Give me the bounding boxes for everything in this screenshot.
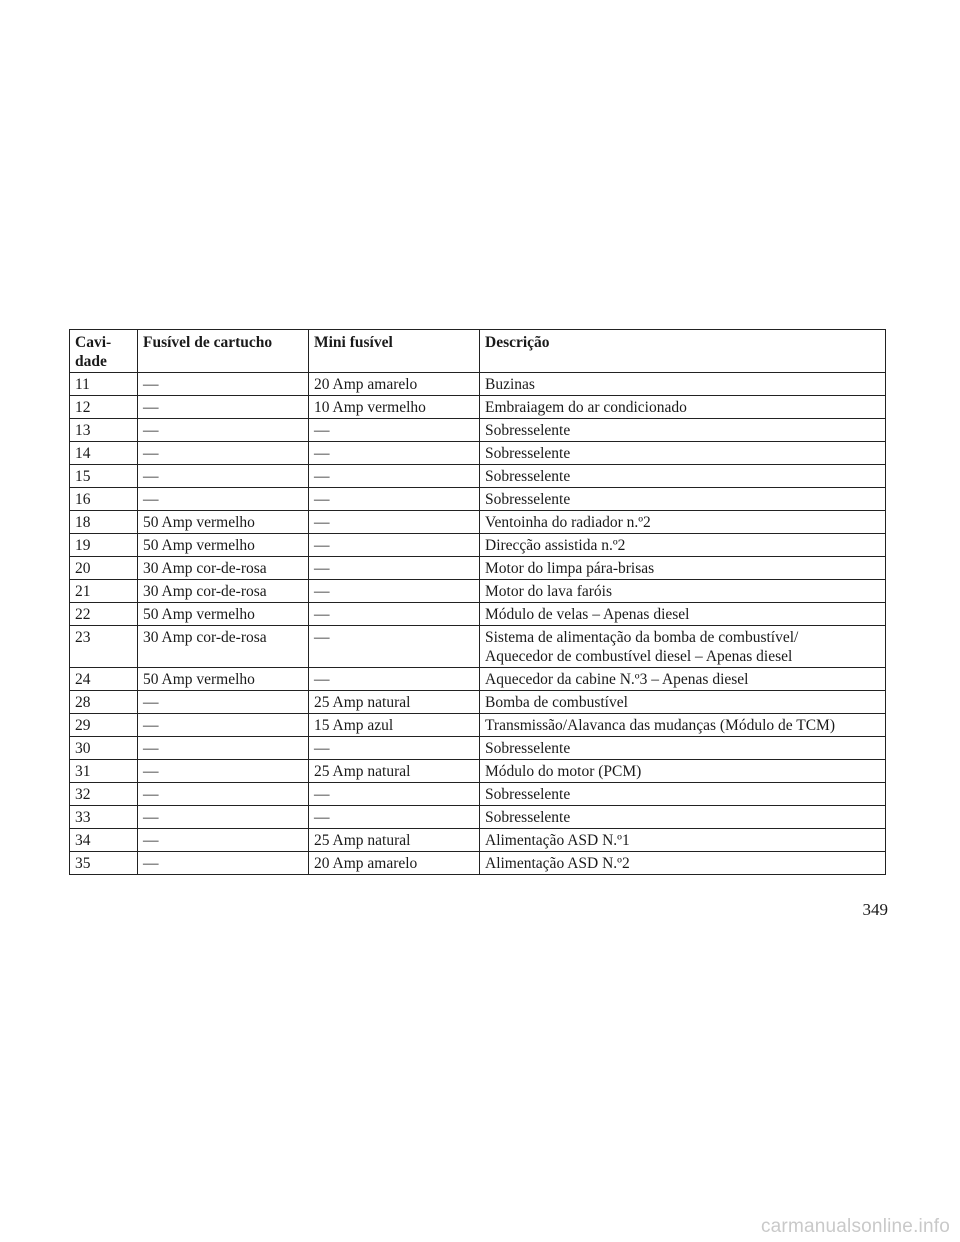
cell-description: Motor do lava faróis bbox=[480, 580, 886, 603]
cell-mini-fuse: 25 Amp natural bbox=[309, 691, 480, 714]
table-row bbox=[70, 442, 886, 465]
table-row bbox=[70, 534, 886, 557]
cell-description: Bomba de combustível bbox=[480, 691, 886, 714]
cell-mini-fuse: — bbox=[309, 488, 480, 511]
cell-mini-fuse: 15 Amp azul bbox=[309, 714, 480, 737]
page-number: 349 bbox=[862, 900, 888, 919]
cell-description: Ventoinha do radiador n.º2 bbox=[480, 511, 886, 534]
cell-description: Buzinas bbox=[480, 373, 886, 396]
table-header-row bbox=[70, 330, 886, 373]
header-description: Descrição bbox=[480, 330, 886, 373]
cell-cartridge-fuse: 50 Amp vermelho bbox=[138, 603, 309, 626]
header-mini-fuse: Mini fusível bbox=[309, 330, 480, 373]
cell-description: Sobresselente bbox=[480, 465, 886, 488]
table-body bbox=[70, 373, 886, 875]
cell-mini-fuse: — bbox=[309, 603, 480, 626]
cell-description: Sobresselente bbox=[480, 783, 886, 806]
cell-cartridge-fuse: — bbox=[138, 714, 309, 737]
cell-cavity: 13 bbox=[70, 419, 138, 442]
table-row bbox=[70, 714, 886, 737]
cell-cavity: 18 bbox=[70, 511, 138, 534]
cell-description: Sobresselente bbox=[480, 442, 886, 465]
cell-cartridge-fuse: — bbox=[138, 488, 309, 511]
cell-cavity: 14 bbox=[70, 442, 138, 465]
table-row bbox=[70, 668, 886, 691]
table-row bbox=[70, 737, 886, 760]
cell-cartridge-fuse: 50 Amp vermelho bbox=[138, 534, 309, 557]
cell-cavity: 31 bbox=[70, 760, 138, 783]
table-row bbox=[70, 829, 886, 852]
cell-cartridge-fuse: 50 Amp vermelho bbox=[138, 511, 309, 534]
cell-cartridge-fuse: — bbox=[138, 691, 309, 714]
table-row bbox=[70, 488, 886, 511]
table-row bbox=[70, 783, 886, 806]
cell-cartridge-fuse: — bbox=[138, 442, 309, 465]
cell-cartridge-fuse: — bbox=[138, 852, 309, 875]
cell-cavity: 33 bbox=[70, 806, 138, 829]
table-row bbox=[70, 691, 886, 714]
cell-mini-fuse: — bbox=[309, 668, 480, 691]
cell-cavity: 32 bbox=[70, 783, 138, 806]
cell-cavity: 34 bbox=[70, 829, 138, 852]
cell-cartridge-fuse: — bbox=[138, 783, 309, 806]
cell-mini-fuse: 20 Amp amarelo bbox=[309, 373, 480, 396]
cell-cavity: 15 bbox=[70, 465, 138, 488]
table-row bbox=[70, 852, 886, 875]
table-row bbox=[70, 465, 886, 488]
cell-description: Sistema de alimentação da bomba de combustível/ Aquecedor de combustível diesel – Apenas diesel bbox=[480, 626, 886, 668]
cell-cartridge-fuse: 30 Amp cor-de-rosa bbox=[138, 626, 309, 668]
cell-mini-fuse: — bbox=[309, 783, 480, 806]
table-row bbox=[70, 806, 886, 829]
cell-cartridge-fuse: — bbox=[138, 465, 309, 488]
cell-mini-fuse: — bbox=[309, 806, 480, 829]
cell-mini-fuse: — bbox=[309, 534, 480, 557]
cell-cavity: 12 bbox=[70, 396, 138, 419]
cell-cavity: 35 bbox=[70, 852, 138, 875]
cell-mini-fuse: — bbox=[309, 626, 480, 668]
cell-cartridge-fuse: — bbox=[138, 373, 309, 396]
cell-mini-fuse: 20 Amp amarelo bbox=[309, 852, 480, 875]
cell-mini-fuse: 25 Amp natural bbox=[309, 760, 480, 783]
cell-mini-fuse: — bbox=[309, 442, 480, 465]
cell-cavity: 23 bbox=[70, 626, 138, 668]
cell-description: Motor do limpa pára-brisas bbox=[480, 557, 886, 580]
cell-description: Sobresselente bbox=[480, 806, 886, 829]
cell-cartridge-fuse: 30 Amp cor-de-rosa bbox=[138, 580, 309, 603]
table-row bbox=[70, 603, 886, 626]
fuse-table bbox=[69, 329, 886, 875]
cell-cavity: 16 bbox=[70, 488, 138, 511]
cell-cavity: 20 bbox=[70, 557, 138, 580]
cell-description: Sobresselente bbox=[480, 488, 886, 511]
cell-cartridge-fuse: 30 Amp cor-de-rosa bbox=[138, 557, 309, 580]
table-row bbox=[70, 419, 886, 442]
cell-cavity: 30 bbox=[70, 737, 138, 760]
table-row bbox=[70, 760, 886, 783]
cell-mini-fuse: 25 Amp natural bbox=[309, 829, 480, 852]
cell-cartridge-fuse: — bbox=[138, 419, 309, 442]
cell-cartridge-fuse: — bbox=[138, 760, 309, 783]
cell-mini-fuse: 10 Amp vermelho bbox=[309, 396, 480, 419]
cell-description: Aquecedor da cabine N.º3 – Apenas diesel bbox=[480, 668, 886, 691]
table-row bbox=[70, 511, 886, 534]
cell-cavity: 19 bbox=[70, 534, 138, 557]
cell-description: Direcção assistida n.º2 bbox=[480, 534, 886, 557]
table-row bbox=[70, 557, 886, 580]
watermark-text: carmanualsonline.info bbox=[760, 1216, 950, 1237]
cell-cavity: 11 bbox=[70, 373, 138, 396]
cell-cavity: 24 bbox=[70, 668, 138, 691]
cell-cavity: 22 bbox=[70, 603, 138, 626]
cell-cavity: 21 bbox=[70, 580, 138, 603]
cell-cavity: 28 bbox=[70, 691, 138, 714]
cell-cartridge-fuse: — bbox=[138, 806, 309, 829]
cell-mini-fuse: — bbox=[309, 465, 480, 488]
cell-mini-fuse: — bbox=[309, 419, 480, 442]
cell-mini-fuse: — bbox=[309, 580, 480, 603]
cell-description: Embraiagem do ar condicionado bbox=[480, 396, 886, 419]
cell-description: Módulo de velas – Apenas diesel bbox=[480, 603, 886, 626]
cell-description: Módulo do motor (PCM) bbox=[480, 760, 886, 783]
cell-description: Alimentação ASD N.º1 bbox=[480, 829, 886, 852]
cell-cartridge-fuse: — bbox=[138, 737, 309, 760]
table-row bbox=[70, 396, 886, 419]
cell-description: Sobresselente bbox=[480, 737, 886, 760]
cell-cartridge-fuse: — bbox=[138, 396, 309, 419]
cell-cavity: 29 bbox=[70, 714, 138, 737]
cell-cartridge-fuse: 50 Amp vermelho bbox=[138, 668, 309, 691]
cell-mini-fuse: — bbox=[309, 511, 480, 534]
cell-description: Sobresselente bbox=[480, 419, 886, 442]
cell-cartridge-fuse: — bbox=[138, 829, 309, 852]
table-row bbox=[70, 626, 886, 668]
cell-mini-fuse: — bbox=[309, 737, 480, 760]
cell-mini-fuse: — bbox=[309, 557, 480, 580]
header-cavity: Cavi- dade bbox=[70, 330, 138, 373]
cell-description: Transmissão/Alavanca das mudanças (Módulo de TCM) bbox=[480, 714, 886, 737]
table-row bbox=[70, 373, 886, 396]
header-cartridge-fuse: Fusível de cartucho bbox=[138, 330, 309, 373]
table-row bbox=[70, 580, 886, 603]
cell-description: Alimentação ASD N.º2 bbox=[480, 852, 886, 875]
